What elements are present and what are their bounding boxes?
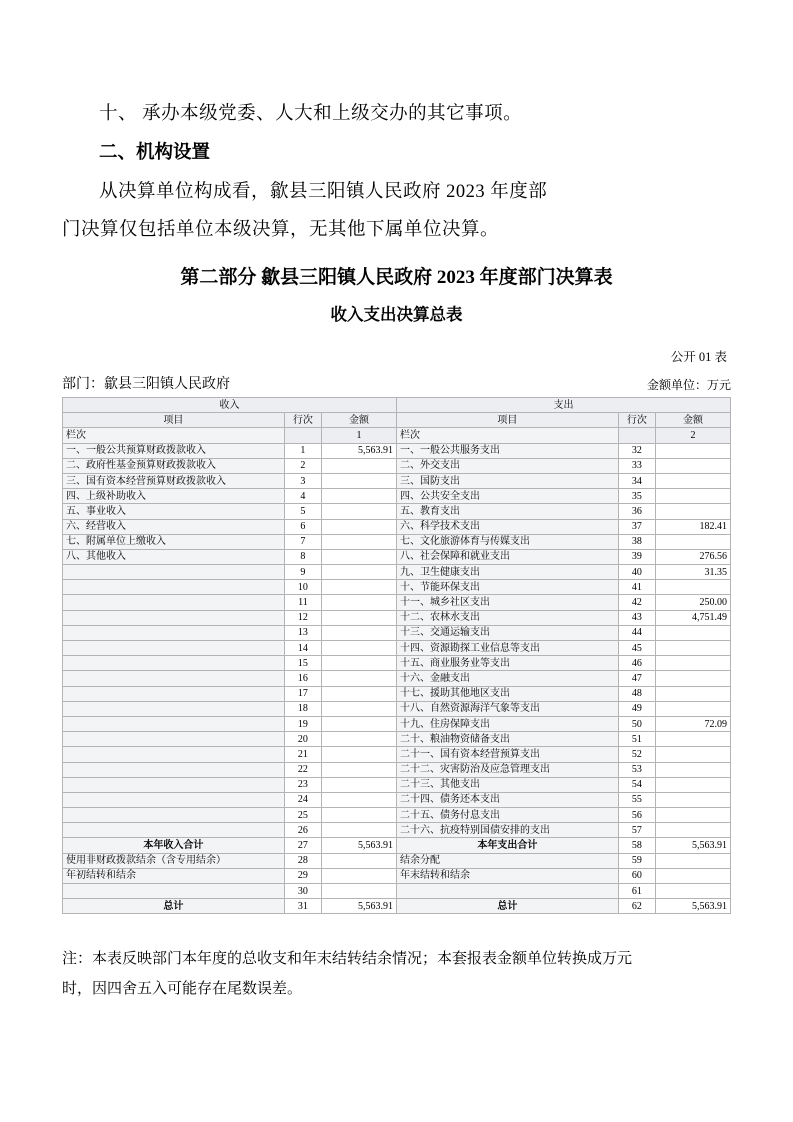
expense-row-number: 44 bbox=[618, 625, 655, 640]
expense-row-number: 41 bbox=[618, 580, 655, 595]
expense-row-number: 45 bbox=[618, 641, 655, 656]
col-header-income-row: 行次 bbox=[284, 413, 321, 428]
expense-item-label: 十四、资源勘探工业信息等支出 bbox=[396, 641, 618, 656]
income-row-number: 20 bbox=[284, 732, 321, 747]
expense-item-label: 二十、粮油物资储备支出 bbox=[396, 732, 618, 747]
expense-item-label: 十二、农林水支出 bbox=[396, 610, 618, 625]
expense-row-number: 48 bbox=[618, 686, 655, 701]
summary-income-label: 年初结转和结余 bbox=[63, 868, 285, 883]
col-index-label-right: 栏次 bbox=[396, 428, 618, 443]
table-row bbox=[63, 473, 731, 488]
summary-income-row-number: 27 bbox=[284, 838, 321, 853]
income-item-label: 一、一般公共预算财政拨款收入 bbox=[63, 443, 285, 458]
summary-income-amount: 5,563.91 bbox=[322, 899, 397, 914]
expense-amount bbox=[656, 671, 731, 686]
income-amount bbox=[322, 458, 397, 473]
income-row-number: 7 bbox=[284, 534, 321, 549]
col-header-expense-amount: 金额 bbox=[656, 413, 731, 428]
table-summary-row bbox=[63, 899, 731, 914]
col-header-expense-row: 行次 bbox=[618, 413, 655, 428]
table-row bbox=[63, 641, 731, 656]
income-amount bbox=[322, 701, 397, 716]
income-amount bbox=[322, 686, 397, 701]
income-item-label: 二、政府性基金预算财政拨款收入 bbox=[63, 458, 285, 473]
expense-item-label: 五、教育支出 bbox=[396, 504, 618, 519]
table-row bbox=[63, 792, 731, 807]
expense-row-number: 54 bbox=[618, 777, 655, 792]
paragraph-unit-composition-2: 门决算仅包括单位本级决算，无其他下属单位决算。 bbox=[62, 220, 500, 240]
table-row bbox=[63, 610, 731, 625]
income-amount bbox=[322, 777, 397, 792]
group-header-income: 收入 bbox=[63, 398, 397, 413]
table-column-index-row bbox=[63, 428, 731, 443]
summary-expense-label: 结余分配 bbox=[396, 853, 618, 868]
income-row-number: 23 bbox=[284, 777, 321, 792]
expense-amount bbox=[656, 580, 731, 595]
expense-row-number: 37 bbox=[618, 519, 655, 534]
expense-item-label: 十一、城乡社区支出 bbox=[396, 595, 618, 610]
income-amount bbox=[322, 504, 397, 519]
table-row bbox=[63, 534, 731, 549]
expense-amount bbox=[656, 686, 731, 701]
income-row-number: 25 bbox=[284, 808, 321, 823]
table-summary-row bbox=[63, 853, 731, 868]
income-row-number: 2 bbox=[284, 458, 321, 473]
table-row bbox=[63, 565, 731, 580]
summary-income-row-number: 30 bbox=[284, 884, 321, 899]
expense-amount bbox=[656, 732, 731, 747]
income-amount bbox=[322, 534, 397, 549]
table-row bbox=[63, 747, 731, 762]
table-row bbox=[63, 701, 731, 716]
expense-row-number: 47 bbox=[618, 671, 655, 686]
table-row bbox=[63, 732, 731, 747]
expense-row-number: 34 bbox=[618, 473, 655, 488]
expense-amount: 276.56 bbox=[656, 549, 731, 564]
col-index-label-left: 栏次 bbox=[63, 428, 285, 443]
summary-income-row-number: 29 bbox=[284, 868, 321, 883]
income-amount bbox=[322, 549, 397, 564]
income-item-label bbox=[63, 747, 285, 762]
expense-row-number: 49 bbox=[618, 701, 655, 716]
expense-row-number: 50 bbox=[618, 716, 655, 731]
expense-item-label: 十三、交通运输支出 bbox=[396, 625, 618, 640]
income-row-number: 8 bbox=[284, 549, 321, 564]
income-amount bbox=[322, 489, 397, 504]
income-amount bbox=[322, 519, 397, 534]
part-title: 第二部分 歙县三阳镇人民政府 2023 年度部门决算表 bbox=[180, 267, 613, 288]
income-row-number: 18 bbox=[284, 701, 321, 716]
income-row-number: 17 bbox=[284, 686, 321, 701]
income-item-label bbox=[63, 580, 285, 595]
paragraph-unit-composition-1: 从决算单位构成看，歙县三阳镇人民政府 2023 年度部 bbox=[99, 182, 548, 202]
expense-amount bbox=[656, 701, 731, 716]
summary-expense-amount: 5,563.91 bbox=[656, 838, 731, 853]
table-row bbox=[63, 686, 731, 701]
income-row-number: 19 bbox=[284, 716, 321, 731]
income-amount bbox=[322, 473, 397, 488]
heading-organization-setup: 二、机构设置 bbox=[99, 143, 211, 163]
expense-amount bbox=[656, 777, 731, 792]
expense-row-number: 52 bbox=[618, 747, 655, 762]
income-item-label: 七、附属单位上缴收入 bbox=[63, 534, 285, 549]
summary-income-amount bbox=[322, 868, 397, 883]
income-row-number: 15 bbox=[284, 656, 321, 671]
table-row bbox=[63, 549, 731, 564]
table-summary-row bbox=[63, 838, 731, 853]
summary-expense-row-number: 58 bbox=[618, 838, 655, 853]
income-amount bbox=[322, 610, 397, 625]
col-index-right-blank bbox=[618, 428, 655, 443]
expense-row-number: 56 bbox=[618, 808, 655, 823]
income-amount bbox=[322, 565, 397, 580]
expense-row-number: 35 bbox=[618, 489, 655, 504]
income-item-label bbox=[63, 701, 285, 716]
summary-expense-label: 年末结转和结余 bbox=[396, 868, 618, 883]
expense-amount bbox=[656, 792, 731, 807]
col-index-right-number: 2 bbox=[656, 428, 731, 443]
col-index-left-blank bbox=[284, 428, 321, 443]
income-item-label bbox=[63, 808, 285, 823]
income-row-number: 10 bbox=[284, 580, 321, 595]
expense-amount bbox=[656, 762, 731, 777]
expense-amount bbox=[656, 489, 731, 504]
expense-item-label: 三、国防支出 bbox=[396, 473, 618, 488]
income-item-label: 四、上级补助收入 bbox=[63, 489, 285, 504]
summary-income-amount bbox=[322, 853, 397, 868]
summary-expense-label: 总计 bbox=[396, 899, 618, 914]
income-amount bbox=[322, 747, 397, 762]
table-row bbox=[63, 519, 731, 534]
expense-amount: 182.41 bbox=[656, 519, 731, 534]
col-header-expense-item: 项目 bbox=[396, 413, 618, 428]
col-index-left-number: 1 bbox=[322, 428, 397, 443]
income-row-number: 13 bbox=[284, 625, 321, 640]
income-row-number: 21 bbox=[284, 747, 321, 762]
income-item-label: 六、经营收入 bbox=[63, 519, 285, 534]
expense-row-number: 43 bbox=[618, 610, 655, 625]
expense-amount bbox=[656, 747, 731, 762]
expense-row-number: 33 bbox=[618, 458, 655, 473]
summary-expense-label: 本年支出合计 bbox=[396, 838, 618, 853]
income-item-label bbox=[63, 671, 285, 686]
expense-amount bbox=[656, 823, 731, 838]
table-row bbox=[63, 443, 731, 458]
income-item-label: 三、国有资本经营预算财政拨款收入 bbox=[63, 473, 285, 488]
income-amount bbox=[322, 716, 397, 731]
expense-amount bbox=[656, 458, 731, 473]
note-line-2: 时，因四舍五入可能存在尾数误差。 bbox=[62, 981, 303, 998]
expense-item-label: 十五、商业服务业等支出 bbox=[396, 656, 618, 671]
summary-income-amount: 5,563.91 bbox=[322, 838, 397, 853]
table-sub-title: 收入支出决算总表 bbox=[330, 305, 463, 324]
expense-item-label: 二十二、灾害防治及应急管理支出 bbox=[396, 762, 618, 777]
summary-income-amount bbox=[322, 884, 397, 899]
expense-item-label: 九、卫生健康支出 bbox=[396, 565, 618, 580]
income-amount bbox=[322, 595, 397, 610]
expense-item-label: 二十一、国有资本经营预算支出 bbox=[396, 747, 618, 762]
summary-expense-label bbox=[396, 884, 618, 899]
expense-row-number: 55 bbox=[618, 792, 655, 807]
paragraph-item-ten: 十、 承办本级党委、人大和上级交办的其它事项。 bbox=[99, 104, 523, 124]
income-amount bbox=[322, 732, 397, 747]
col-header-income-item: 项目 bbox=[63, 413, 285, 428]
table-row bbox=[63, 808, 731, 823]
expense-row-number: 42 bbox=[618, 595, 655, 610]
expense-item-label: 十六、金融支出 bbox=[396, 671, 618, 686]
income-row-number: 11 bbox=[284, 595, 321, 610]
expense-item-label: 六、科学技术支出 bbox=[396, 519, 618, 534]
expense-amount bbox=[656, 473, 731, 488]
expense-row-number: 32 bbox=[618, 443, 655, 458]
income-amount bbox=[322, 823, 397, 838]
income-item-label: 五、事业收入 bbox=[63, 504, 285, 519]
expense-amount: 31.35 bbox=[656, 565, 731, 580]
summary-income-row-number: 31 bbox=[284, 899, 321, 914]
expense-row-number: 57 bbox=[618, 823, 655, 838]
income-item-label bbox=[63, 792, 285, 807]
expense-item-label: 二十四、债务还本支出 bbox=[396, 792, 618, 807]
expense-amount bbox=[656, 625, 731, 640]
income-row-number: 9 bbox=[284, 565, 321, 580]
income-amount bbox=[322, 580, 397, 595]
income-item-label bbox=[63, 656, 285, 671]
table-row bbox=[63, 489, 731, 504]
income-amount bbox=[322, 792, 397, 807]
table-row bbox=[63, 656, 731, 671]
expense-row-number: 53 bbox=[618, 762, 655, 777]
income-row-number: 14 bbox=[284, 641, 321, 656]
income-amount bbox=[322, 671, 397, 686]
table-row bbox=[63, 625, 731, 640]
income-amount bbox=[322, 625, 397, 640]
expense-row-number: 36 bbox=[618, 504, 655, 519]
summary-expense-row-number: 59 bbox=[618, 853, 655, 868]
expense-amount bbox=[656, 656, 731, 671]
summary-expense-amount bbox=[656, 884, 731, 899]
table-meta-row bbox=[62, 373, 731, 393]
expense-row-number: 38 bbox=[618, 534, 655, 549]
expense-row-number: 39 bbox=[618, 549, 655, 564]
expense-item-label: 四、公共安全支出 bbox=[396, 489, 618, 504]
expense-item-label: 十、节能环保支出 bbox=[396, 580, 618, 595]
expense-amount bbox=[656, 641, 731, 656]
group-header-expense: 支出 bbox=[396, 398, 730, 413]
summary-income-label: 使用非财政拨款结余（含专用结余） bbox=[63, 853, 285, 868]
income-row-number: 4 bbox=[284, 489, 321, 504]
col-header-income-amount: 金额 bbox=[322, 413, 397, 428]
expense-item-label: 十八、自然资源海洋气象等支出 bbox=[396, 701, 618, 716]
summary-income-label: 本年收入合计 bbox=[63, 838, 285, 853]
table-summary-row bbox=[63, 884, 731, 899]
income-expense-summary-table bbox=[62, 397, 731, 914]
income-row-number: 24 bbox=[284, 792, 321, 807]
income-amount: 5,563.91 bbox=[322, 443, 397, 458]
summary-income-label bbox=[63, 884, 285, 899]
income-item-label bbox=[63, 777, 285, 792]
amount-unit-label: 金额单位：万元 bbox=[646, 378, 731, 392]
summary-expense-row-number: 61 bbox=[618, 884, 655, 899]
expense-item-label: 十七、援助其他地区支出 bbox=[396, 686, 618, 701]
summary-expense-amount bbox=[656, 853, 731, 868]
income-row-number: 1 bbox=[284, 443, 321, 458]
expense-item-label: 七、文化旅游体育与传媒支出 bbox=[396, 534, 618, 549]
table-group-header-row bbox=[63, 398, 731, 413]
income-amount bbox=[322, 808, 397, 823]
summary-expense-amount: 5,563.91 bbox=[656, 899, 731, 914]
income-amount bbox=[322, 762, 397, 777]
expense-item-label: 八、社会保障和就业支出 bbox=[396, 549, 618, 564]
expense-item-label: 二十六、抗疫特别国债安排的支出 bbox=[396, 823, 618, 838]
income-item-label bbox=[63, 716, 285, 731]
expense-row-number: 51 bbox=[618, 732, 655, 747]
income-item-label bbox=[63, 641, 285, 656]
expense-item-label: 一、一般公共服务支出 bbox=[396, 443, 618, 458]
table-row bbox=[63, 716, 731, 731]
income-row-number: 5 bbox=[284, 504, 321, 519]
income-row-number: 3 bbox=[284, 473, 321, 488]
table-row bbox=[63, 671, 731, 686]
income-item-label bbox=[63, 625, 285, 640]
income-item-label bbox=[63, 595, 285, 610]
table-summary-row bbox=[63, 868, 731, 883]
income-amount bbox=[322, 656, 397, 671]
expense-amount: 72.09 bbox=[656, 716, 731, 731]
expense-amount: 4,751.49 bbox=[656, 610, 731, 625]
table-row bbox=[63, 595, 731, 610]
income-row-number: 12 bbox=[284, 610, 321, 625]
table-row bbox=[63, 823, 731, 838]
income-row-number: 16 bbox=[284, 671, 321, 686]
expense-amount bbox=[656, 534, 731, 549]
income-row-number: 6 bbox=[284, 519, 321, 534]
summary-expense-row-number: 62 bbox=[618, 899, 655, 914]
summary-expense-amount bbox=[656, 868, 731, 883]
expense-amount bbox=[656, 504, 731, 519]
table-code-label: 公开 01 表 bbox=[670, 350, 727, 364]
income-item-label bbox=[63, 823, 285, 838]
expense-item-label: 二、外交支出 bbox=[396, 458, 618, 473]
table-row bbox=[63, 580, 731, 595]
summary-income-row-number: 28 bbox=[284, 853, 321, 868]
expense-item-label: 二十五、债务付息支出 bbox=[396, 808, 618, 823]
table-row bbox=[63, 762, 731, 777]
expense-row-number: 40 bbox=[618, 565, 655, 580]
income-amount bbox=[322, 641, 397, 656]
expense-item-label: 十九、住房保障支出 bbox=[396, 716, 618, 731]
income-item-label bbox=[63, 732, 285, 747]
expense-row-number: 46 bbox=[618, 656, 655, 671]
summary-income-label: 总计 bbox=[63, 899, 285, 914]
income-row-number: 26 bbox=[284, 823, 321, 838]
income-item-label bbox=[63, 762, 285, 777]
income-item-label: 八、其他收入 bbox=[63, 549, 285, 564]
expense-amount bbox=[656, 808, 731, 823]
income-item-label bbox=[63, 610, 285, 625]
summary-expense-row-number: 60 bbox=[618, 868, 655, 883]
table-note bbox=[62, 944, 731, 1004]
expense-amount bbox=[656, 443, 731, 458]
table-row bbox=[63, 777, 731, 792]
table-column-header-row bbox=[63, 413, 731, 428]
table-row bbox=[63, 504, 731, 519]
expense-amount: 250.00 bbox=[656, 595, 731, 610]
income-item-label bbox=[63, 686, 285, 701]
expense-item-label: 二十三、其他支出 bbox=[396, 777, 618, 792]
income-row-number: 22 bbox=[284, 762, 321, 777]
department-label: 部门：歙县三阳镇人民政府 bbox=[62, 377, 230, 392]
table-row bbox=[63, 458, 731, 473]
income-item-label bbox=[63, 565, 285, 580]
note-line-1: 注：本表反映部门本年度的总收支和年末结转结余情况；本套报表金额单位转换成万元 bbox=[62, 951, 633, 968]
